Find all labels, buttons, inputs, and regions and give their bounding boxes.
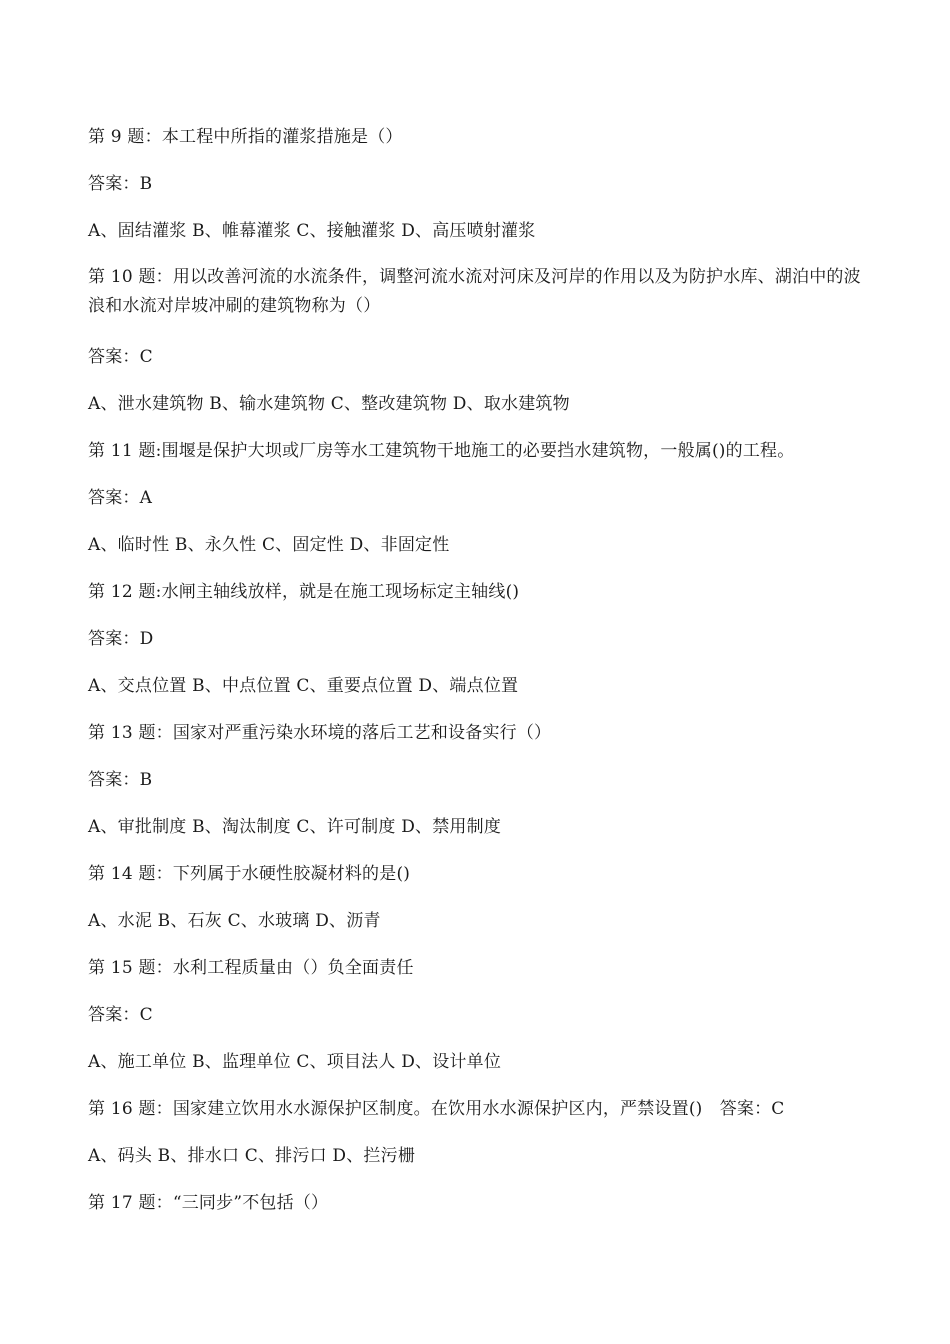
options-16: A、码头 B、排水口 C、排污口 D、拦污栅: [88, 1146, 416, 1166]
options-13: A、审批制度 B、淘汰制度 C、许可制度 D、禁用制度: [88, 817, 502, 837]
question-15: 第 15 题：水利工程质量由（）负全面责任: [88, 958, 414, 978]
question-16: 第 16 题：国家建立饮用水水源保护区制度。在饮用水水源保护区内，严禁设置() 答案：C: [88, 1099, 785, 1119]
options-14: A、水泥 B、石灰 C、水玻璃 D、沥青: [88, 911, 381, 931]
answer-9: 答案：B: [88, 174, 153, 194]
question-11: 第 11 题:围堰是保护大坝或厂房等水工建筑物干地施工的必要挡水建筑物，一般属()的工程。: [88, 441, 795, 461]
options-12: A、交点位置 B、中点位置 C、重要点位置 D、端点位置: [88, 676, 519, 696]
question-9: 第 9 题：本工程中所指的灌浆措施是（）: [88, 127, 403, 147]
question-14: 第 14 题：下列属于水硬性胶凝材料的是(): [88, 864, 411, 884]
answer-12: 答案：D: [88, 629, 154, 649]
options-11: A、临时性 B、永久性 C、固定性 D、非固定性: [88, 535, 450, 555]
answer-15: 答案：C: [88, 1005, 153, 1025]
question-10: 第 10 题：用以改善河流的水流条件，调整河流水流对河床及河岸的作用以及为防护水库、湖泊中的波浪和水流对岸坡冲刷的建筑物称为（）: [88, 267, 861, 316]
options-10: A、泄水建筑物 B、输水建筑物 C、整改建筑物 D、取水建筑物: [88, 394, 570, 414]
answer-10: 答案：C: [88, 347, 153, 367]
options-9: A、固结灌浆 B、帷幕灌浆 C、接触灌浆 D、高压喷射灌浆: [88, 221, 536, 241]
question-17: 第 17 题：“三同步”不包括（）: [88, 1193, 329, 1213]
answer-11: 答案：A: [88, 488, 153, 508]
answer-13: 答案：B: [88, 770, 153, 790]
options-15: A、施工单位 B、监理单位 C、项目法人 D、设计单位: [88, 1052, 502, 1072]
document-page: [88, 122, 878, 1235]
question-12: 第 12 题:水闸主轴线放样，就是在施工现场标定主轴线(): [88, 582, 520, 602]
question-13: 第 13 题：国家对严重污染水环境的落后工艺和设备实行（）: [88, 723, 552, 743]
